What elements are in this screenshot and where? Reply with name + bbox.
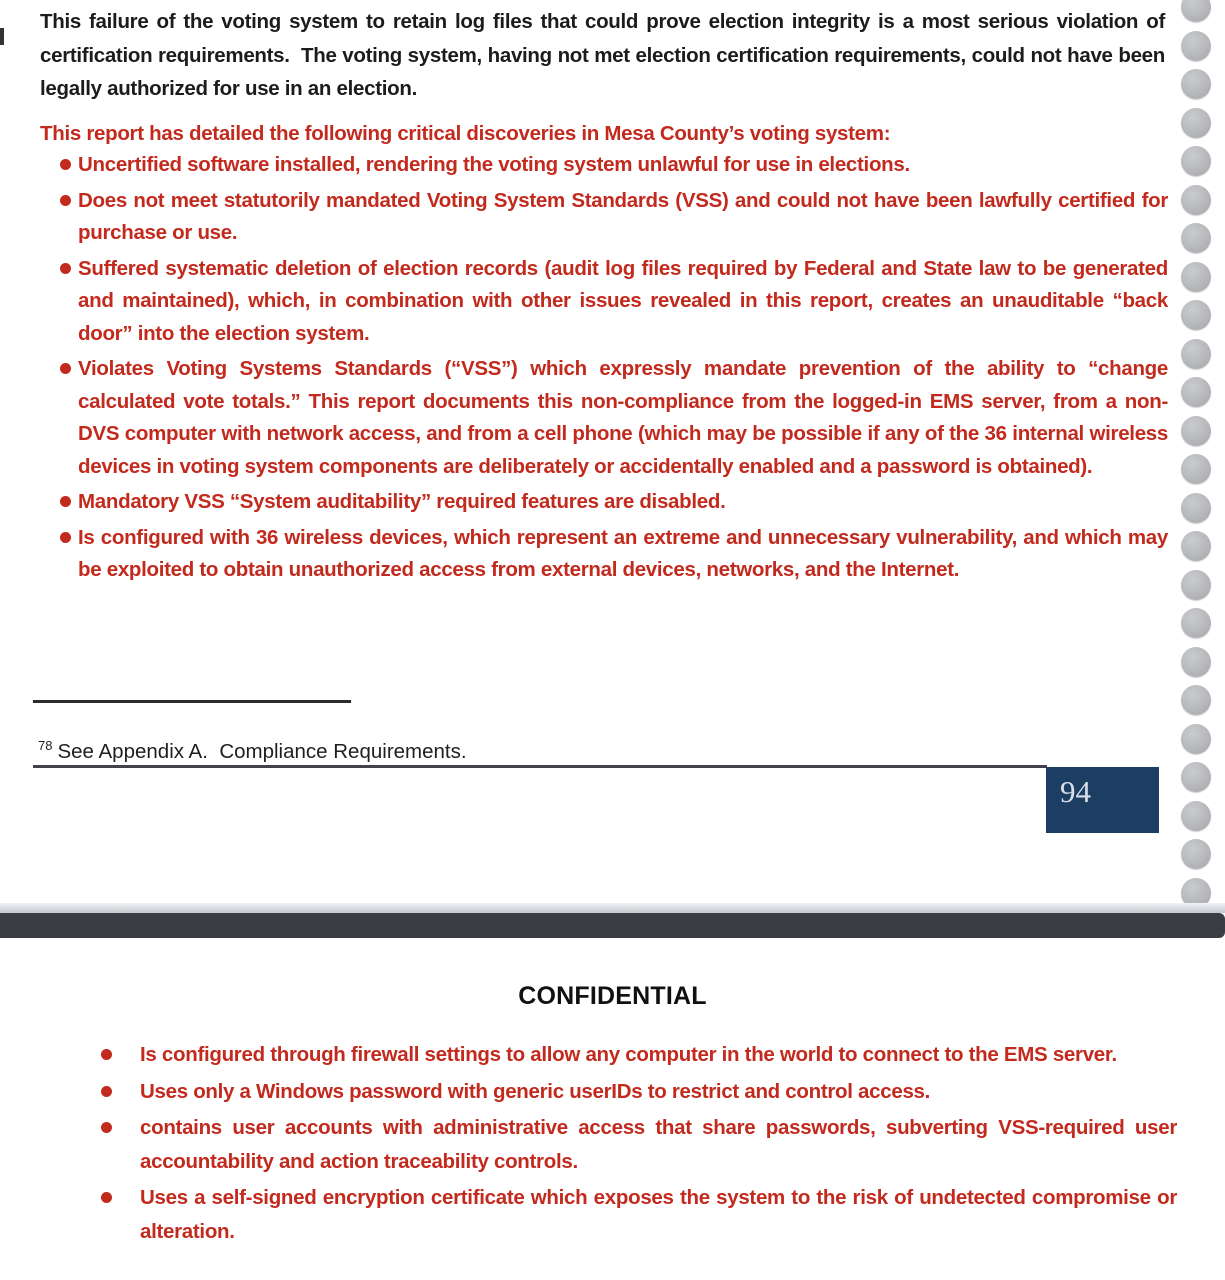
list-item — [40, 486, 1168, 519]
bullet-text: Mandatory VSS “System auditability” required features are disabled. — [78, 490, 726, 513]
binding-hole-icon — [1181, 454, 1211, 484]
binding-hole-icon — [1181, 647, 1211, 677]
page-edge-shadow — [0, 903, 1225, 913]
binding-hole-icon — [1181, 262, 1211, 292]
bullet-icon — [60, 363, 71, 374]
list-item — [55, 1111, 1177, 1178]
footnote-separator — [33, 700, 351, 703]
list-item — [40, 185, 1168, 250]
bullet-icon — [101, 1049, 112, 1060]
binding-hole-icon — [1181, 0, 1211, 22]
page-footer-rule — [33, 765, 1047, 768]
intro-paragraph: This failure of the voting system to retain log files that could prove election integrity is a most serious violation of certification requirements. The voting system, having not met election certification requirements, could not have been legally authorized for use in an election. — [40, 10, 1165, 100]
bullet-icon — [60, 496, 71, 507]
binding-hole-icon — [1181, 185, 1211, 215]
findings-heading: This report has detailed the following critical discoveries in Mesa County’s voting system: — [40, 122, 891, 145]
binding-hole-icon — [1181, 69, 1211, 99]
bullet-icon — [101, 1192, 112, 1203]
binding-hole-icon — [1181, 31, 1211, 61]
list-item — [55, 1075, 1177, 1109]
binding-hole-icon — [1181, 839, 1211, 869]
bullet-icon — [60, 263, 71, 274]
bullet-icon — [101, 1122, 112, 1133]
page-number-badge — [1046, 767, 1159, 833]
binding-hole-icon — [1181, 724, 1211, 754]
bullet-icon — [60, 159, 71, 170]
list-item — [40, 353, 1168, 483]
bullet-icon — [60, 532, 71, 543]
binding-hole-icon — [1181, 339, 1211, 369]
bullet-icon — [101, 1086, 112, 1097]
continued-findings-list — [55, 1038, 1177, 1251]
binding-hole-icon — [1181, 608, 1211, 638]
binding-hole-icon — [1181, 146, 1211, 176]
bullet-text: Does not meet statutorily mandated Voting System Standards (VSS) and could not have been lawfully certified for purchase or use. — [78, 188, 1168, 244]
bullet-text: Violates Voting Systems Standards (“VSS”) which expressly mandate prevention of the ability to “change calculated vote totals.” This report documents this non-compliance from the logged-in EMS server, from a non-DVS computer with network access, and from a cell phone (which may be possible if any of the 36 internal wireless devices in voting system components are deliberately or accidentally enabled and a password is obtained). — [78, 357, 1168, 478]
bullet-text: Suffered systematic deletion of election records (audit log files required by Federal and State law to be generated and maintained), which, in combination with other issues revealed in this report, creates an unauditable “back door” into the election system. — [78, 256, 1168, 345]
bullet-icon — [60, 195, 71, 206]
bullet-text: Uses only a Windows password with generic userIDs to restrict and control access. — [140, 1079, 931, 1103]
list-item — [40, 149, 1168, 182]
confidential-header: CONFIDENTIAL — [518, 982, 707, 1010]
binding-hole-icon — [1181, 801, 1211, 831]
scan-artifact — [0, 28, 4, 45]
bullet-text: Is configured through firewall settings to allow any computer in the world to connect to the EMS server. — [140, 1043, 1117, 1066]
binding-hole-icon — [1181, 685, 1211, 715]
footnote-text: See Appendix A. Compliance Requirements. — [57, 739, 467, 763]
binding-hole-icon — [1181, 377, 1211, 407]
bullet-text: contains user accounts with administrative access that share passwords, subverting VSS-required user accountability and action traceability controls. — [140, 1116, 1177, 1173]
footnote — [38, 731, 467, 767]
page-number: 94 — [1060, 774, 1091, 809]
spiral-binding — [1181, 0, 1211, 908]
binding-hole-icon — [1181, 416, 1211, 446]
binding-hole-icon — [1181, 300, 1211, 330]
list-item — [55, 1038, 1177, 1072]
binding-hole-icon — [1181, 493, 1211, 523]
page-divider-bar — [0, 913, 1225, 938]
binding-hole-icon — [1181, 531, 1211, 561]
bullet-text: Is configured with 36 wireless devices, which represent an extreme and unnecessary vulnerability, and which may be exploited to obtain unauthorized access from external devices, networks, and the Internet. — [78, 525, 1168, 581]
findings-list — [40, 149, 1168, 590]
bullet-text: Uncertified software installed, rendering the voting system unlawful for use in elections. — [78, 153, 910, 176]
list-item — [40, 522, 1168, 587]
binding-hole-icon — [1181, 570, 1211, 600]
binding-hole-icon — [1181, 108, 1211, 138]
list-item — [40, 253, 1168, 351]
list-item — [55, 1181, 1177, 1248]
bullet-text: Uses a self-signed encryption certificate which exposes the system to the risk of undetected compromise or alteration. — [140, 1186, 1177, 1243]
footnote-marker: 78 — [38, 738, 53, 753]
binding-hole-icon — [1181, 762, 1211, 792]
binding-hole-icon — [1181, 223, 1211, 253]
